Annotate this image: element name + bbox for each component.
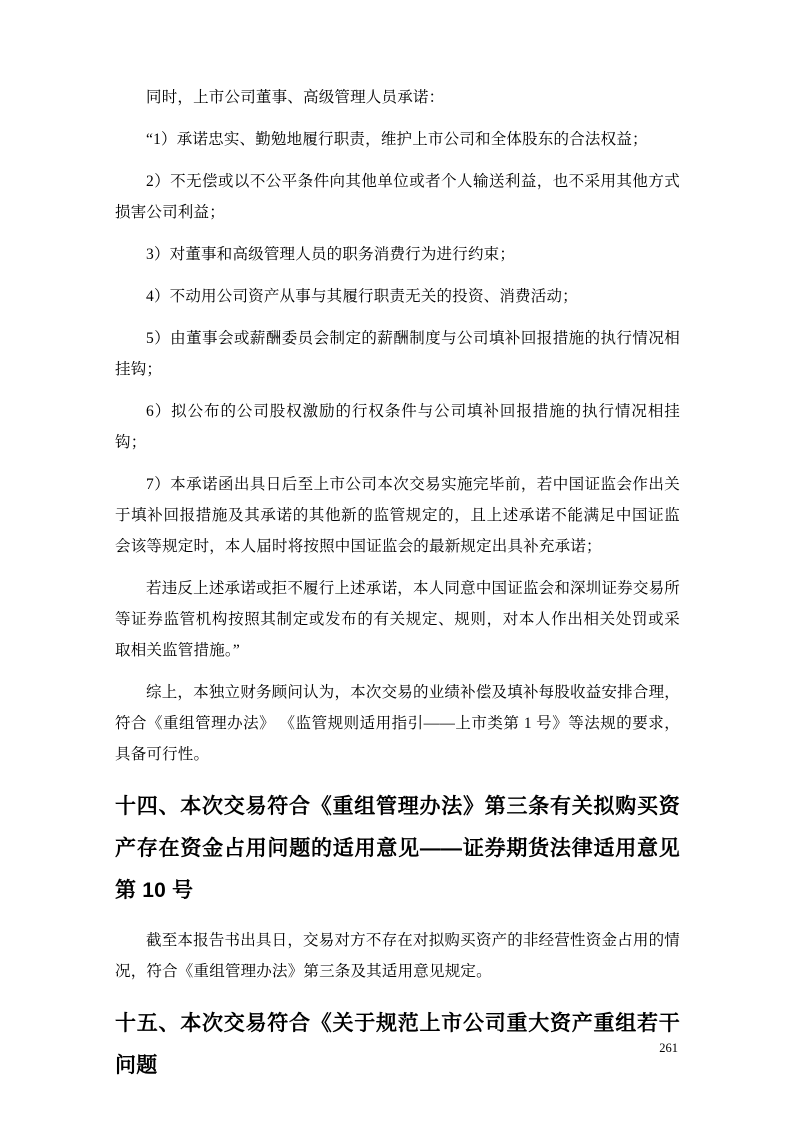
commitment-item-5: 5）由董事会或薪酬委员会制定的薪酬制度与公司填补回报措施的执行情况相挂钩； <box>115 330 680 378</box>
commitment-item-6: 6）拟公布的公司股权激励的行权条件与公司填补回报措施的执行情况相挂钩； <box>115 403 680 451</box>
commitment-item-7: 7）本承诺函出具日后至上市公司本次交易实施完毕前，若中国证监会作出关于填补回报措施及其承诺的其他新的监管规定的，且上述承诺不能满足中国证监会该等规定时，本人届时将按照中国证监会的最新规定出具补充承诺； <box>115 476 680 555</box>
paragraph-section-14-body: 截至本报告书出具日，交易对方不存在对拟购买资产的非经营性资金占用的情况，符合《重组管理办法》第三条及其适用意见规定。 <box>115 932 680 980</box>
commitment-item-2: 2）不无偿或以不公平条件向其他单位或者个人输送利益，也不采用其他方式损害公司利益； <box>115 173 680 221</box>
paragraph-advisor-conclusion: 综上，本独立财务顾问认为，本次交易的业绩补偿及填补每股收益安排合理，符合《重组管理办法》 《监管规则适用指引——上市类第 1 号》等法规的要求，具备可行性。 <box>115 684 680 763</box>
paragraph-violation-consequence: 若违反上述承诺或拒不履行上述承诺，本人同意中国证监会和深圳证券交易所等证券监管机构按照其制定或发布的有关规定、规则，对本人作出相关处罚或采取相关监管措施。” <box>115 580 680 659</box>
commitment-item-1: “1）承诺忠实、勤勉地履行职责，维护上市公司和全体股东的合法权益； <box>146 131 648 148</box>
paragraph-intro-commitment: 同时，上市公司董事、高级管理人员承诺： <box>146 89 445 106</box>
commitment-item-4: 4）不动用公司资产从事与其履行职责无关的投资、消费活动； <box>146 288 578 305</box>
commitment-item-3: 3）对董事和高级管理人员的职务消费行为进行约束； <box>146 246 516 263</box>
section-heading-15: 十五、本次交易符合《关于规范上市公司重大资产重组若干问题 <box>115 1012 680 1077</box>
page-number: 261 <box>659 1041 678 1055</box>
section-heading-14: 十四、本次交易符合《重组管理办法》第三条有关拟购买资产存在资金占用问题的适用意见——证券期货法律适用意见第 10 号 <box>115 795 680 902</box>
